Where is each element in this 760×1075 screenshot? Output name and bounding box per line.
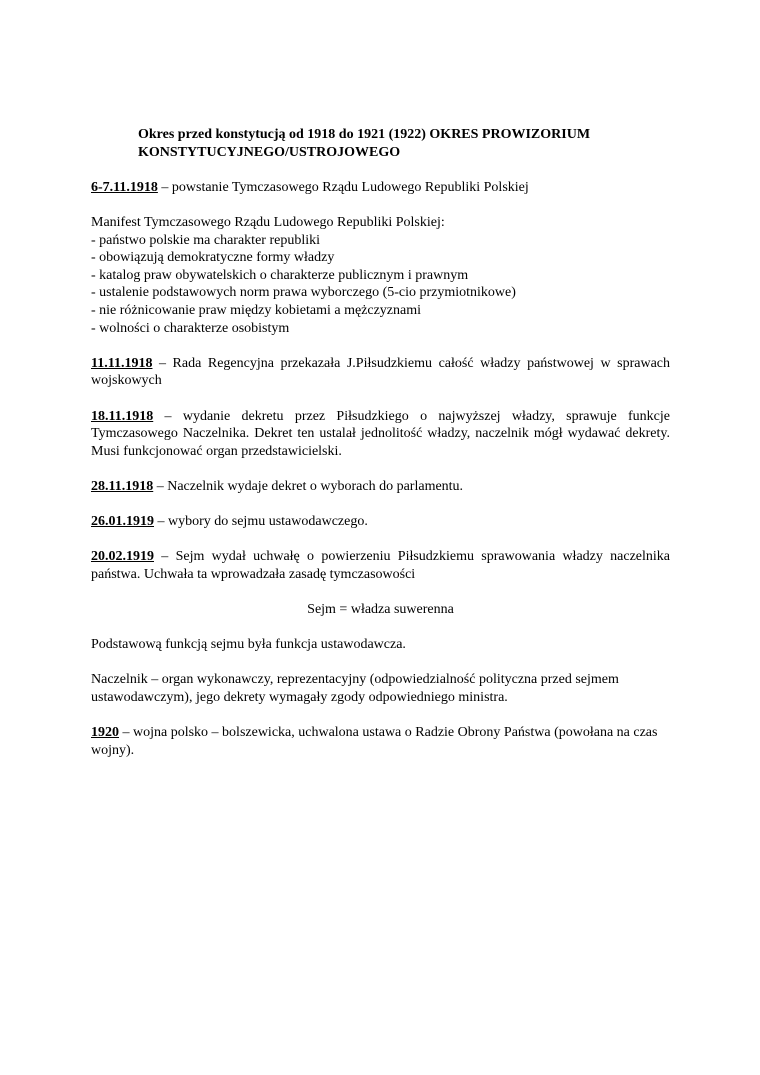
entry-text: – wydanie dekretu przez Piłsudzkiego o najwyższej władzy, sprawuje funkcje Tymczasowego Naczelnika. Dekret ten ustalał jednolitość władzy, naczelnik mógł wydawać dekrety. Musi funkcjonować organ przedstawicielski. bbox=[91, 408, 670, 459]
title-line-1: Okres przed konstytucją od 1918 do 1921 (1922) OKRES PROWIZORIUM bbox=[138, 127, 591, 142]
entry-date: 26.01.1919 bbox=[91, 514, 154, 530]
entry-date: 6-7.11.1918 bbox=[91, 179, 158, 195]
paragraph-naczelnik: Naczelnik – organ wykonawczy, reprezentacyjny (odpowiedzialność polityczna przed sejmem ustawodawczym), jego dekrety wymagały zgody odpowiedniego ministra. bbox=[91, 672, 619, 705]
document-page bbox=[91, 126, 670, 759]
list-item: - katalog praw obywatelskich o charakterze publicznym i prawnym bbox=[91, 267, 469, 283]
paragraph-sejm-function: Podstawową funkcją sejmu była funkcja ustawodawcza. bbox=[91, 637, 406, 653]
list-item: - nie różnicowanie praw między kobietami a mężczyznami bbox=[91, 302, 422, 318]
title-line-2: KONSTYTUCYJNEGO/USTROJOWEGO bbox=[138, 144, 401, 160]
entry-6-7-11-1918 bbox=[91, 179, 670, 197]
entry-text: – wybory do sejmu ustawodawczego. bbox=[154, 514, 368, 530]
entry-20-02-1919 bbox=[91, 548, 670, 583]
entry-1920 bbox=[91, 724, 670, 759]
centered-statement: Sejm = władza suwerenna bbox=[307, 602, 454, 618]
entry-11-11-1918 bbox=[91, 355, 670, 390]
document-title bbox=[138, 126, 670, 161]
entry-28-11-1918 bbox=[91, 478, 670, 496]
entry-text: – Sejm wydał uchwałę o powierzeniu Piłsudzkiemu sprawowania władzy naczelnika państwa. Uchwała ta wprowadzała zasadę tymczasowości bbox=[91, 549, 670, 582]
manifest-section bbox=[91, 214, 670, 337]
list-item: - ustalenie podstawowych norm prawa wyborczego (5-cio przymiotnikowe) bbox=[91, 285, 516, 301]
list-item: - państwo polskie ma charakter republiki bbox=[91, 232, 320, 248]
entry-26-01-1919 bbox=[91, 513, 670, 531]
entry-date: 18.11.1918 bbox=[91, 408, 154, 424]
entry-text: – Naczelnik wydaje dekret o wyborach do parlamentu. bbox=[153, 478, 464, 494]
entry-date: 28.11.1918 bbox=[91, 478, 154, 494]
list-item: - wolności o charakterze osobistym bbox=[91, 320, 290, 336]
manifest-heading: Manifest Tymczasowego Rządu Ludowego Republiki Polskiej: bbox=[91, 214, 445, 230]
entry-text: – powstanie Tymczasowego Rządu Ludowego Republiki Polskiej bbox=[157, 179, 529, 195]
entry-text: – wojna polsko – bolszewicka, uchwalona ustawa o Radzie Obrony Państwa (powołana na czas wojny). bbox=[91, 725, 658, 758]
entry-date: 11.11.1918 bbox=[91, 355, 153, 371]
list-item: - obowiązują demokratyczne formy władzy bbox=[91, 250, 335, 266]
entry-date: 1920 bbox=[91, 725, 119, 741]
entry-text: – Rada Regencyjna przekazała J.Piłsudzkiemu całość władzy państwowej w sprawach wojskowych bbox=[91, 355, 670, 389]
entry-date: 20.02.1919 bbox=[91, 549, 154, 565]
entry-18-11-1918 bbox=[91, 408, 670, 461]
